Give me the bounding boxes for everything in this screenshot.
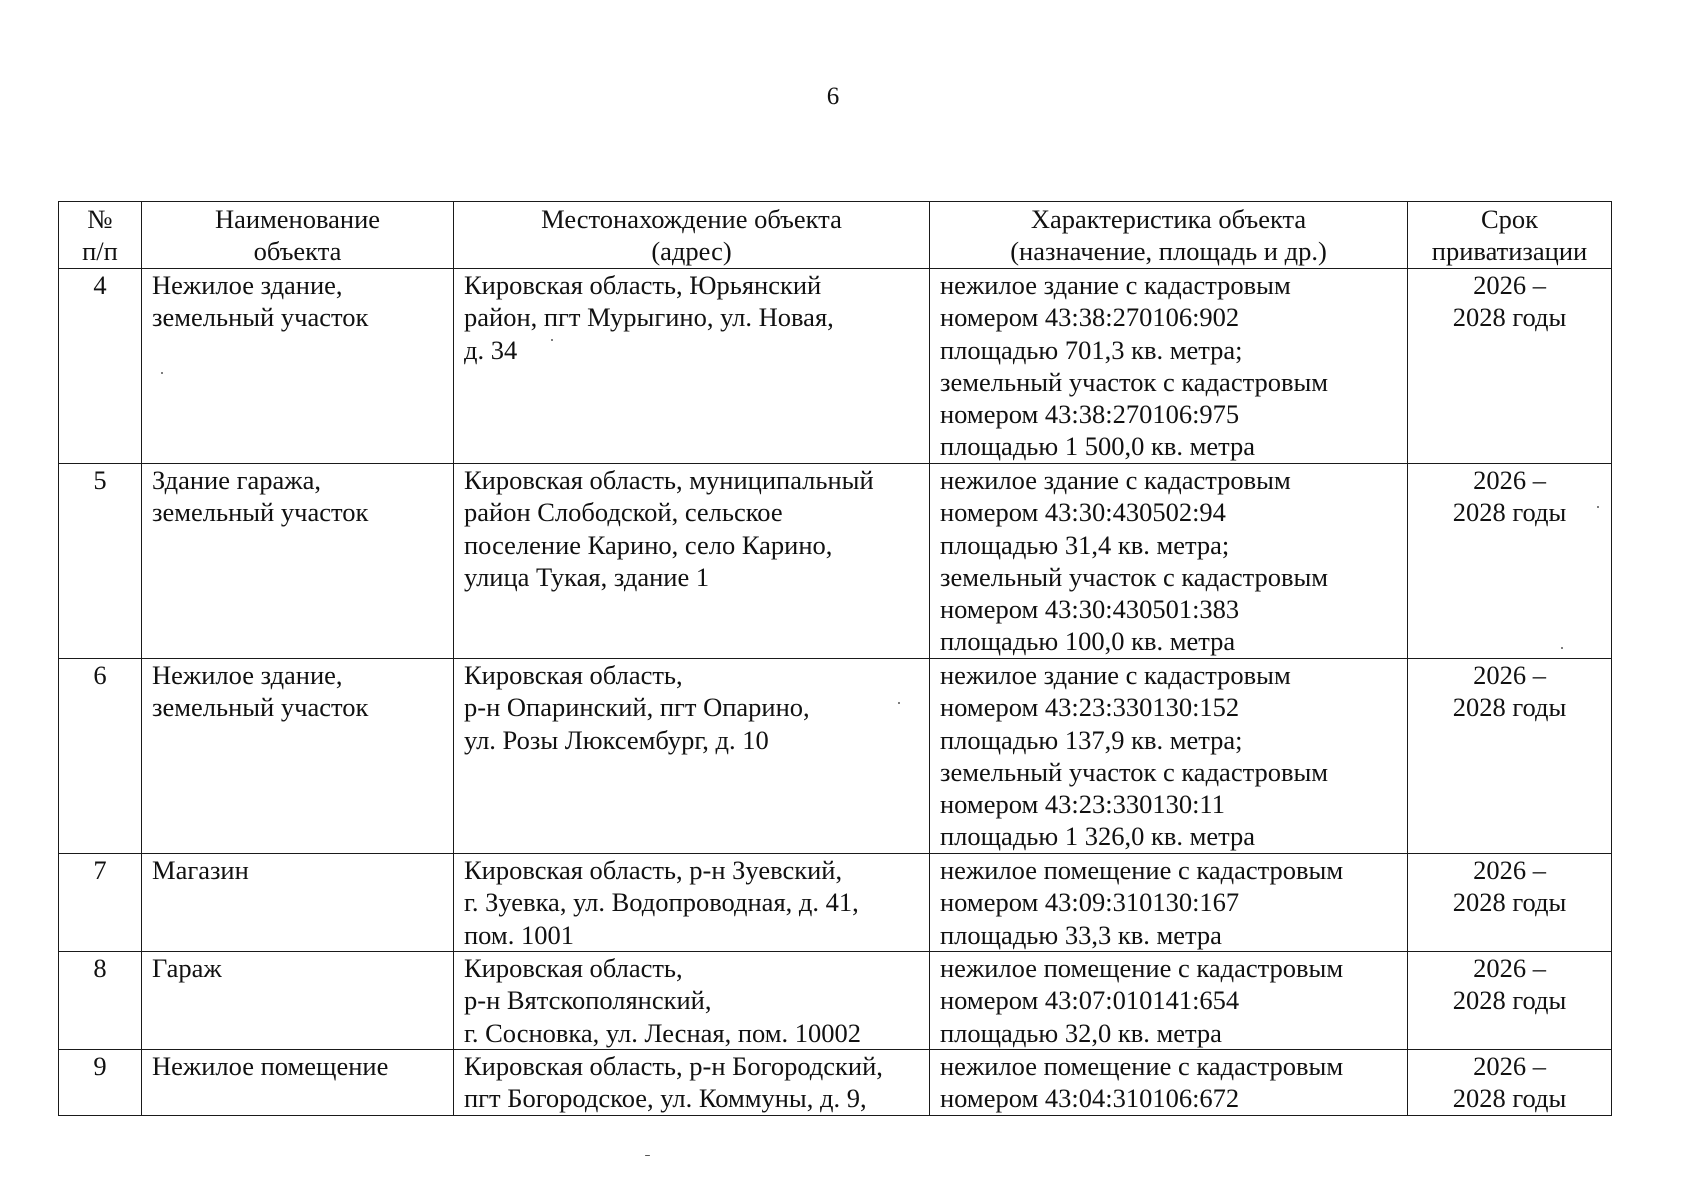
header-number: № п/п: [59, 202, 142, 269]
scan-speck: [898, 702, 900, 704]
table-body: [59, 269, 1612, 1116]
table-row: [59, 1050, 1612, 1116]
header-object-address: Местонахождение объекта (адрес): [454, 202, 930, 269]
object-address: Кировская область, р-н Зуевский, г. Зуевка, ул. Водопроводная, д. 41, пом. 1001: [454, 854, 930, 952]
table-row: [59, 854, 1612, 952]
table-row: [59, 269, 1612, 464]
object-name: Магазин: [142, 854, 454, 952]
privatization-term: 2026 – 2028 годы: [1408, 269, 1612, 464]
object-name: Нежилое помещение: [142, 1050, 454, 1116]
object-characteristics: нежилое здание с кадастровым номером 43:30:430502:94 площадью 31,4 кв. метра; земельный участок с кадастровым номером 43:30:430501:383 площадью 100,0 кв. метра: [930, 464, 1408, 659]
object-characteristics: нежилое помещение с кадастровым номером 43:07:010141:654 площадью 32,0 кв. метра: [930, 952, 1408, 1050]
object-characteristics: нежилое помещение с кадастровым номером 43:09:310130:167 площадью 33,3 кв. метра: [930, 854, 1408, 952]
row-number: 8: [59, 952, 142, 1050]
table-header: [59, 202, 1612, 269]
object-name: Гараж: [142, 952, 454, 1050]
object-address: Кировская область, р-н Богородский, пгт Богородское, ул. Коммуны, д. 9,: [454, 1050, 930, 1116]
object-characteristics: нежилое здание с кадастровым номером 43:38:270106:902 площадью 701,3 кв. метра; земельный участок с кадастровым номером 43:38:270106:975 площадью 1 500,0 кв. метра: [930, 269, 1408, 464]
privatization-term: 2026 – 2028 годы: [1408, 464, 1612, 659]
row-number: 4: [59, 269, 142, 464]
row-number: 5: [59, 464, 142, 659]
table-row: [59, 659, 1612, 854]
row-number: 7: [59, 854, 142, 952]
object-name: Нежилое здание, земельный участок: [142, 269, 454, 464]
scan-speck: [1561, 647, 1563, 649]
scan-speck: [551, 339, 553, 341]
object-name: Нежилое здание, земельный участок: [142, 659, 454, 854]
privatization-table: [58, 201, 1612, 1116]
object-address: Кировская область, Юрьянский район, пгт Мурыгино, ул. Новая, д. 34: [454, 269, 930, 464]
header-object-characteristics: Характеристика объекта (назначение, площадь и др.): [930, 202, 1408, 269]
object-characteristics: нежилое здание с кадастровым номером 43:23:330130:152 площадью 137,9 кв. метра; земельный участок с кадастровым номером 43:23:330130:11 площадью 1 326,0 кв. метра: [930, 659, 1408, 854]
scan-speck: [161, 372, 163, 374]
privatization-term: 2026 – 2028 годы: [1408, 1050, 1612, 1116]
scan-speck: [1597, 506, 1599, 508]
table-row: [59, 464, 1612, 659]
privatization-term: 2026 – 2028 годы: [1408, 659, 1612, 854]
header-privatization-term: Срок приватизации: [1408, 202, 1612, 269]
privatization-term: 2026 – 2028 годы: [1408, 952, 1612, 1050]
object-characteristics: нежилое помещение с кадастровым номером 43:04:310106:672: [930, 1050, 1408, 1116]
header-object-name: Наименование объекта: [142, 202, 454, 269]
table-header-row: [59, 202, 1612, 269]
row-number: 6: [59, 659, 142, 854]
object-address: Кировская область, муниципальный район Слободской, сельское поселение Карино, село Карино, улица Тукая, здание 1: [454, 464, 930, 659]
object-name: Здание гаража, земельный участок: [142, 464, 454, 659]
page-number: 6: [826, 83, 840, 110]
object-address: Кировская область, р-н Опаринский, пгт Опарино, ул. Розы Люксембург, д. 10: [454, 659, 930, 854]
privatization-term: 2026 – 2028 годы: [1408, 854, 1612, 952]
scan-speck: [645, 1155, 650, 1156]
row-number: 9: [59, 1050, 142, 1116]
table-row: [59, 952, 1612, 1050]
object-address: Кировская область, р-н Вятскополянский, г. Сосновка, ул. Лесная, пом. 10002: [454, 952, 930, 1050]
